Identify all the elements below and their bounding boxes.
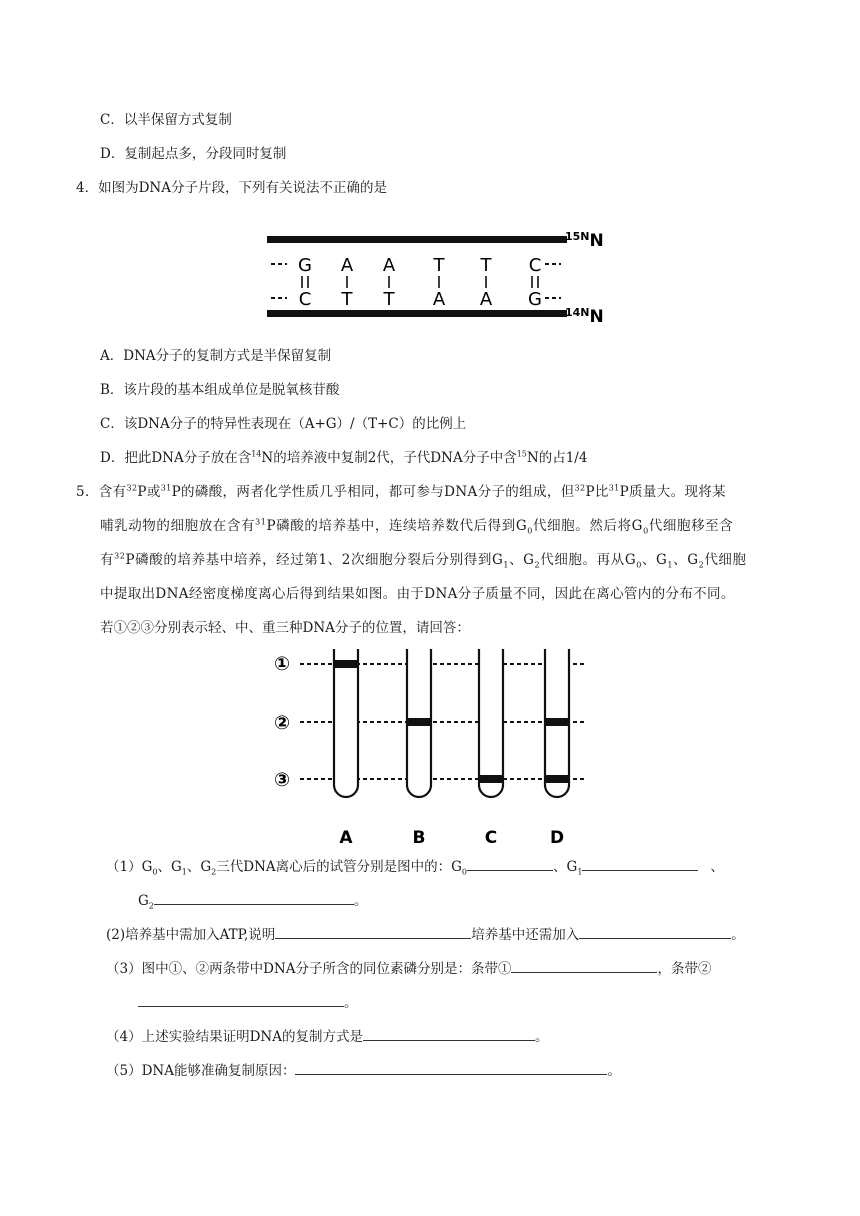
dna-band [480, 775, 502, 783]
dna-band [408, 718, 430, 726]
bottom-strand-base: T [341, 289, 353, 310]
answer-blank-band-2[interactable] [138, 992, 344, 1007]
q5-stem-line-5: 若①②③分别表示轻、中、重三种DNA分子的位置，请回答： [100, 620, 470, 636]
dna-band [546, 718, 568, 726]
top-strand-base: C [528, 255, 542, 276]
bottom-strand-base: G [528, 289, 542, 310]
test-tube [479, 649, 503, 797]
q5-sub1-line-2: $G_2$ 。 [138, 890, 367, 911]
dna-band [335, 660, 357, 668]
q3-option-c: C．以半保留方式复制 [100, 112, 232, 128]
label-15n: $^{15N}$N [565, 230, 604, 251]
q5-sub3-line-1: （3）图中①、②两条带中DNA分子所含的同位素磷分别是：条带① ，条带② [106, 958, 711, 979]
answer-blank-medium[interactable] [579, 924, 731, 939]
q4-option-a: A．DNA分子的复制方式是半保留复制 [100, 348, 332, 364]
top-strand-base: A [340, 255, 354, 276]
answer-blank-g2[interactable] [154, 890, 354, 905]
tube-label: C [484, 828, 498, 848]
q5-sub4: （4）上述实验结果证明DNA的复制方式是 。 [106, 1026, 548, 1047]
tube-label: A [339, 828, 353, 848]
answer-blank-accuracy-reason[interactable] [295, 1060, 607, 1075]
bottom-strand-base: A [479, 289, 493, 310]
level-1-label: ① [274, 653, 291, 675]
centrifuge-tubes-figure [270, 645, 590, 850]
answer-blank-g0[interactable] [467, 856, 553, 871]
level-2-label: ② [274, 712, 291, 734]
test-tube [334, 649, 358, 797]
bottom-strand-base: C [298, 289, 312, 310]
q4-option-d: D．把此DNA分子放在含$^{14}$N的培养液中复制2代，子代DNA分子中含$^{15}$N的占1/4 [100, 449, 588, 466]
tube-label: B [412, 828, 426, 848]
q5-stem-line-4: 中提取出DNA经密度梯度离心后得到结果如图。由于DNA分子质量不同，因此在离心管内的分布不同。 [100, 586, 735, 602]
answer-blank-atp[interactable] [275, 924, 471, 939]
q5-sub3-line-2: 。 [138, 992, 358, 1013]
q4-option-c: C．该DNA分子的特异性表现在（A+G）/（T+C）的比例上 [100, 416, 467, 432]
level-3-label: ③ [274, 769, 291, 791]
q4-stem: 4．如图为DNA分子片段，下列有关说法不正确的是 [76, 180, 387, 196]
label-14n: $^{14N}$N [565, 306, 604, 327]
dna-band [546, 775, 568, 783]
bottom-strand-base: T [383, 289, 395, 310]
q5-stem-line-2: 哺乳动物的细胞放在含有$^{31}$P磷酸的培养基中，连续培养数代后得到$G_0$代细胞。然后将$G_0$代细胞移至含 [100, 517, 734, 536]
answer-blank-g1[interactable] [582, 856, 698, 871]
dna-fragment-figure [255, 222, 615, 327]
top-strand-base: T [433, 255, 445, 276]
q5-stem-line-1: 5．含有$^{32}$P或$^{31}$P的磷酸，两者化学性质几乎相同，都可参与DNA分子的组成，但$^{32}$P比$^{31}$P质量大。现将某 [76, 483, 727, 500]
bottom-strand-base: A [432, 289, 446, 310]
q5-sub2: (2)培养基中需加入ATP,说明 培养基中还需加入 。 [106, 924, 745, 945]
top-strand-base: A [382, 255, 396, 276]
answer-blank-replication-mode[interactable] [363, 1026, 535, 1041]
q5-sub5: （5）DNA能够准确复制原因： 。 [106, 1060, 621, 1081]
q5-stem-line-3: 有$^{32}$P磷酸的培养基中培养，经过第1、2次细胞分裂后分别得到$G_1$、$G_2$代细胞。再从$G_0$、$G_1$、$G_2$代细胞 [100, 551, 747, 570]
top-strand-base: T [480, 255, 492, 276]
tube-label: D [549, 828, 565, 848]
top-strand-base: G [298, 255, 312, 276]
q4-option-b: B．该片段的基本组成单位是脱氧核苷酸 [100, 382, 340, 398]
q3-option-d: D．复制起点多，分段同时复制 [100, 146, 287, 162]
answer-blank-band-1[interactable] [511, 958, 657, 973]
q5-sub1-line-1: $(1)G_0$、$G_1$、$G_2$三代DNA离心后的试管分别是图中的：$G_0$ 、$G_1$ 、 [106, 856, 724, 877]
